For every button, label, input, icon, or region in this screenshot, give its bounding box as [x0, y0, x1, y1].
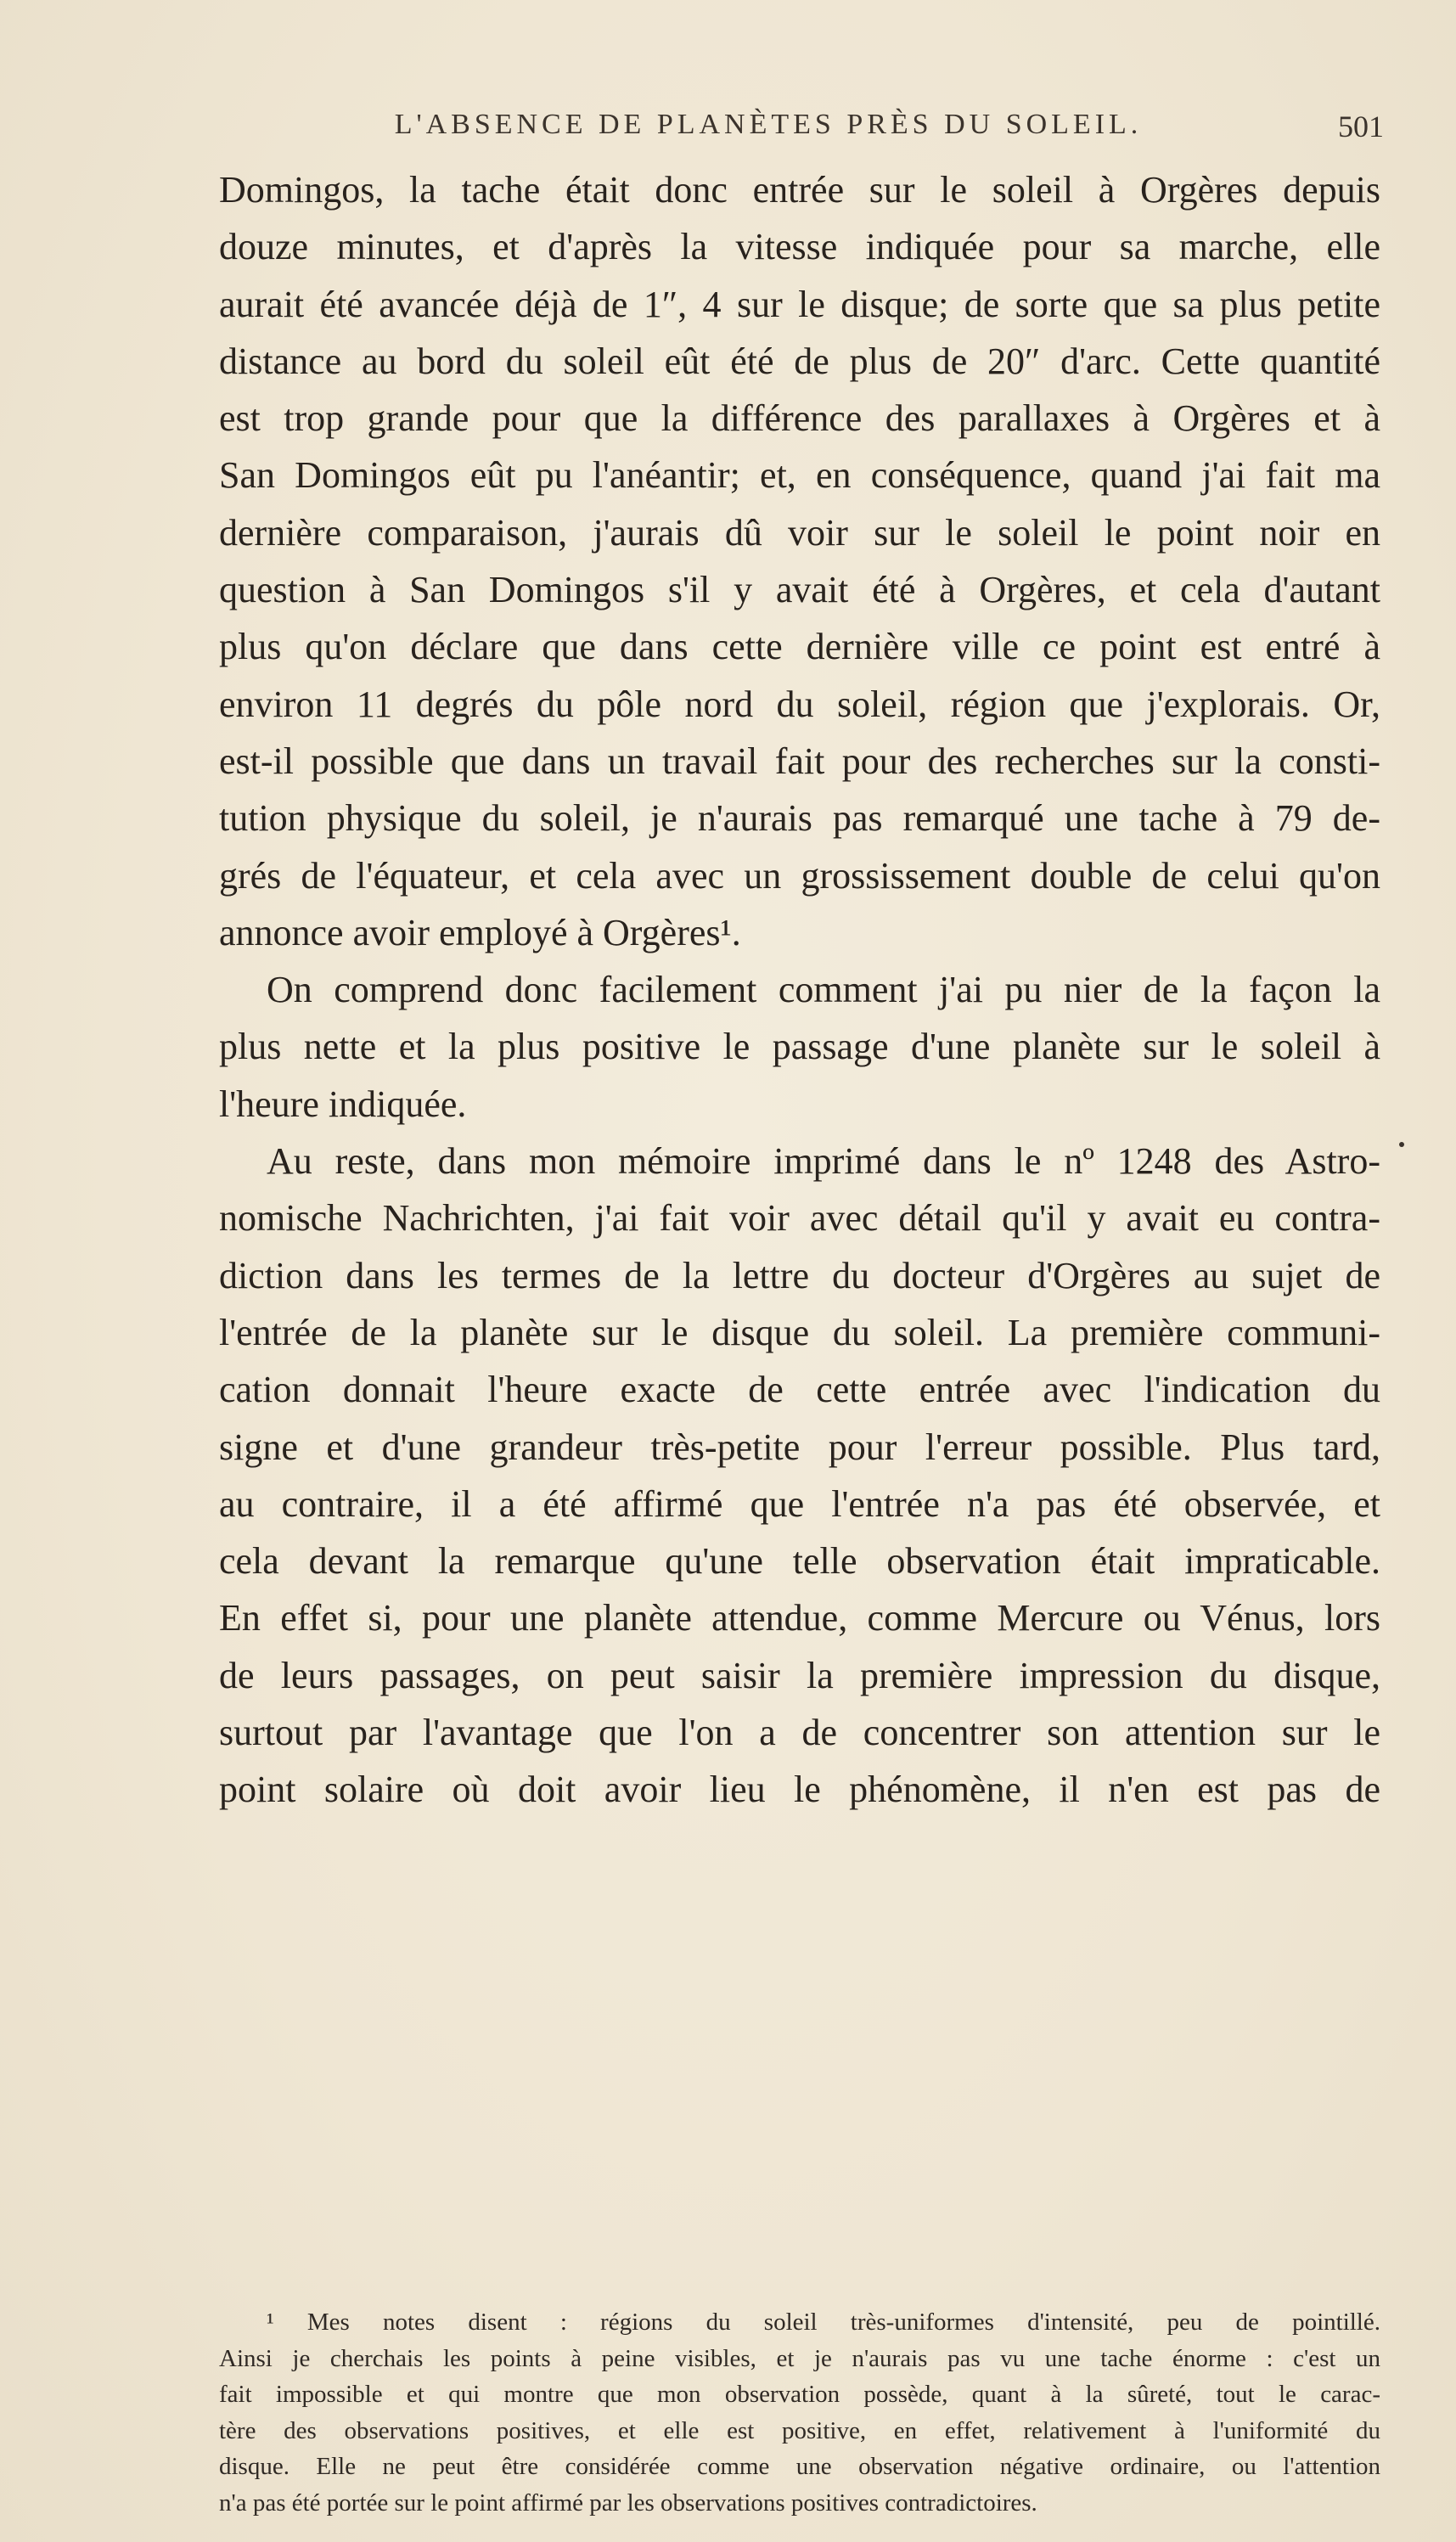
text-line: point solaire où doit avoir lieu le phénomène, il n'en est pas de	[219, 1769, 1380, 1811]
footnote-line: Ainsi je cherchais les points à peine visibles, et je n'aurais pas vu une tache énorme : c'est un	[219, 2344, 1380, 2372]
text-line: est trop grande pour que la différence des parallaxes à Orgères et à	[219, 397, 1380, 440]
text-line: de leurs passages, on peut saisir la première impression du disque,	[219, 1654, 1380, 1696]
running-title: L'ABSENCE DE PLANÈTES PRÈS DU SOLEIL.	[394, 109, 1143, 140]
text-line: En effet si, pour une planète attendue, comme Mercure ou Vénus, lors	[219, 1597, 1380, 1639]
text-line: plus nette et la plus positive le passage d'une planète sur le soleil à	[219, 1026, 1380, 1068]
text-line: douze minutes, et d'après la vitesse indiquée pour sa marche, elle	[219, 226, 1380, 268]
footnote-line: disque. Elle ne peut être considérée comme une observation négative ordinaire, ou l'attention	[219, 2453, 1380, 2481]
text-line: cation donnait l'heure exacte de cette entrée avec l'indication du	[219, 1369, 1380, 1411]
footnote-line: n'a pas été portée sur le point affirmé par les observations positives contradictoires.	[219, 2489, 1037, 2517]
text-line: diction dans les termes de la lettre du docteur d'Orgères au sujet de	[219, 1254, 1380, 1296]
text-line: aurait été avancée déjà de 1″, 4 sur le disque; de sorte que sa plus petite	[219, 283, 1380, 325]
text-line: grés de l'équateur, et cela avec un grossissement double de celui qu'on	[219, 854, 1380, 897]
text-line: environ 11 degrés du pôle nord du soleil, région que j'explorais. Or,	[219, 683, 1380, 725]
running-head	[255, 109, 1384, 151]
footnote-line: ¹ Mes notes disent : régions du soleil très-uniformes d'intensité, peu de pointillé.	[267, 2309, 1380, 2336]
body-text	[219, 161, 1380, 1819]
text-line: Au reste, dans mon mémoire imprimé dans le nº 1248 des Astro-	[267, 1140, 1380, 1183]
text-line: Domingos, la tache était donc entrée sur le soleil à Orgères depuis	[219, 169, 1380, 211]
text-line: plus qu'on déclare que dans cette dernière ville ce point est entré à	[219, 626, 1380, 668]
text-line: San Domingos eût pu l'anéantir; et, en conséquence, quand j'ai fait ma	[219, 454, 1380, 497]
text-line: l'entrée de la planète sur le disque du soleil. La première communi-	[219, 1311, 1380, 1353]
text-line: est-il possible que dans un travail fait pour des recherches sur la consti-	[219, 740, 1380, 782]
text-line: nomische Nachrichten, j'ai fait voir avec détail qu'il y avait eu contra-	[219, 1197, 1380, 1240]
text-line: au contraire, il a été affirmé que l'entrée n'a pas été observée, et	[219, 1482, 1380, 1525]
text-line: distance au bord du soleil eût été de plus de 20″ d'arc. Cette quantité	[219, 340, 1380, 382]
footnotes	[219, 2304, 1380, 2522]
text-line: cela devant la remarque qu'une telle observation était impraticable.	[219, 1540, 1380, 1583]
ink-speck	[1399, 1142, 1404, 1147]
text-line: dernière comparaison, j'aurais dû voir sur le soleil le point noir en	[219, 511, 1380, 554]
text-line: annonce avoir employé à Orgères¹.	[219, 911, 741, 953]
footnote-line: fait impossible et qui montre que mon observation possède, quant à la sûreté, tout le carac-	[219, 2381, 1380, 2409]
text-line: question à San Domingos s'il y avait été à Orgères, et cela d'autant	[219, 569, 1380, 611]
text-line: surtout par l'avantage que l'on a de concentrer son attention sur le	[219, 1712, 1380, 1754]
text-line: tution physique du soleil, je n'aurais pas remarqué une tache à 79 de-	[219, 797, 1380, 840]
text-line: On comprend donc facilement comment j'ai pu nier de la façon la	[267, 969, 1380, 1011]
page-number: 501	[1338, 110, 1384, 143]
footnote-line: tère des observations positives, et elle est positive, en effet, relativement à l'uniformité du	[219, 2416, 1380, 2444]
text-line: l'heure indiquée.	[219, 1083, 467, 1125]
text-line: signe et d'une grandeur très-petite pour l'erreur possible. Plus tard,	[219, 1426, 1380, 1468]
